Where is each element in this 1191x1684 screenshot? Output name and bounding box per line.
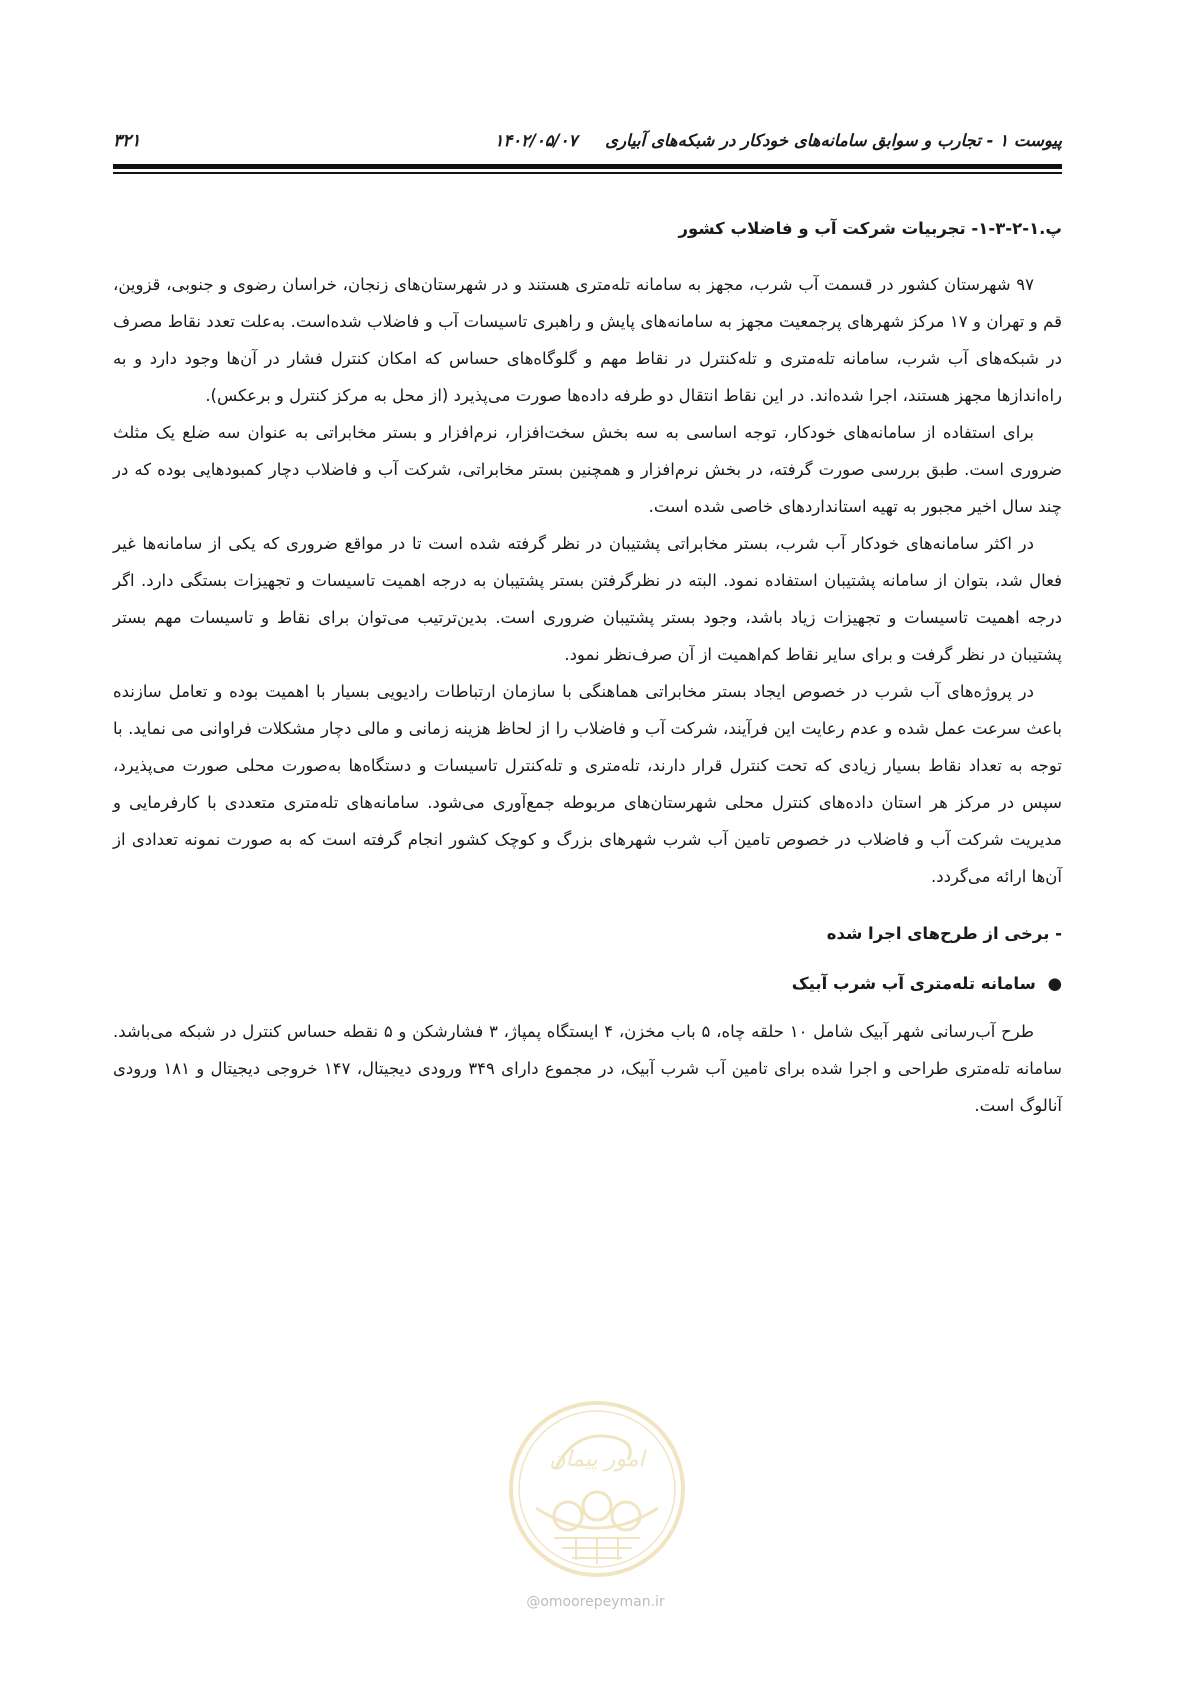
- paragraph: در پروژه‌های آب شرب در خصوص ایجاد بستر مخابراتی هماهنگی با سازمان ارتباطات رادیویی بسیار با اهمیت بوده و تعامل سازنده باعث سرعت عمل شده و عدم رعایت این فرآیند، شرکت آب و فاضلاب را از لحاظ هزینه زمانی و مالی دچار مشکلات فراوانی می نماید. با توجه به تعداد نقاط بسیار زیادی که تحت کنترل قرار دارند، تله‌متری و تله‌کنترل تاسیسات و دستگاه‌ها به‌صورت محلی صورت می‌پذیرد، سپس در مرکز هر استان داده‌های کنترل محلی شهرستان‌های مربوطه جمع‌آوری می‌شود. سامانه‌های تله‌متری متعددی با کارفرمایی و مدیریت شرکت آب و فاضلاب در خصوص تامین آب شرب شهرهای بزرگ و کوچک کشور انجام گرفته است که به صورت نمونه تعدادی از آن‌ها ارائه می‌گردد.: [113, 682, 1062, 886]
- running-title: [494, 131, 1062, 150]
- watermark-logo: [506, 1398, 688, 1580]
- watermark-logo-text: امور پیمان: [549, 1447, 645, 1472]
- header-rule-thick: [113, 164, 1062, 169]
- header-rule-thin: [113, 172, 1062, 174]
- watermark-caption: @omoorepeyman.ir: [526, 1594, 665, 1610]
- paragraph: طرح آب‌رسانی شهر آبیک شامل ۱۰ حلقه چاه، ۵ باب مخزن، ۴ ایستگاه پمپاژ، ۳ فشارشکن و ۵ نقطه حساس کنترل در شبکه می‌باشد. سامانه تله‌متری طراحی و اجرا شده برای تامین آب شرب آبیک، در مجموع دارای ۳۴۹ ورودی دیجیتال، ۱۴۷ خروجی دیجیتال و ۱۸۱ ورودی آنالوگ است.: [113, 1022, 1062, 1115]
- section-heading: پ.۱-۲-۳-۱- تجربیات شرکت آب و فاضلاب کشور: [678, 219, 1062, 238]
- paragraph: ۹۷ شهرستان کشور در قسمت آب شرب، مجهز به سامانه تله‌متری هستند و در شهرستان‌های زنجان، خراسان رضوی و جنوبی، قزوین، قم و تهران و ۱۷ مرکز شهرهای پرجمعیت مجهز به سامانه‌های پایش و راهبری تاسیسات آب و فاضلاب شده‌است. به‌علت تعدد نقاط مصرف در شبکه‌های آب شرب، سامانه تله‌متری و تله‌کنترل در نقاط مهم و گلوگاه‌های حساس که امکان کنترل فشار در آن‌ها وجود دارد و به راه‌اندازها مجهز هستند، اجرا شده‌اند. در این نقاط انتقال دو طرفه داده‌ها صورت می‌پذیرد (از محل به مرکز کنترل و برعکس).: [113, 275, 1062, 405]
- bullet-heading: [113, 969, 1062, 999]
- page-number: ۳۲۱: [113, 131, 141, 151]
- page-header: [113, 128, 1062, 162]
- paragraph: برای استفاده از سامانه‌های خودکار، توجه اساسی به سه بخش سخت‌افزار، نرم‌افزار و بستر مخابراتی به عنوان سه ضلع یک مثلث ضروری است. طبق بررسی صورت گرفته، در بخش نرم‌افزار و همچنین بستر مخابراتی، شرکت آب و فاضلاب دچار کمبودهایی بوده که در چند سال اخیر مجبور به تهیه استانداردهای خاصی شده است.: [113, 423, 1062, 516]
- bullet-marker: ●: [1047, 974, 1062, 993]
- bullet-title: سامانه تله‌متری آب شرب آبیک: [791, 974, 1036, 993]
- page-body: [113, 214, 1062, 1124]
- paragraph: در اکثر سامانه‌های خودکار آب شرب، بستر مخابراتی پشتیبان در نظر گرفته شده است تا در مواقع ضروری که یکی از سامانه‌ها غیر فعال شد، بتوان از سامانه پشتیبان استفاده نمود. البته در نظرگرفتن بستر پشتیبان به درجه اهمیت تاسیسات و تجهیزات بستگی دارد. اگر درجه اهمیت تاسیسات و تجهیزات زیاد باشد، وجود بستر پشتیبان ضروری است. بدین‌ترتیب می‌توان برای نقاط و تاسیسات مهم بستر پشتیبان در نظر گرفت و برای سایر نقاط کم‌اهمیت از آن صرف‌نظر نمود.: [113, 534, 1062, 664]
- running-title-text: پیوست ۱ - تجارب و سوابق سامانه‌های خودکار در شبکه‌های آبیاری: [605, 131, 1062, 150]
- subheading-implemented-projects: - برخی از طرح‌های اجرا شده: [826, 924, 1062, 943]
- header-date: ۱۴۰۲/۰۵/۰۷: [494, 131, 578, 150]
